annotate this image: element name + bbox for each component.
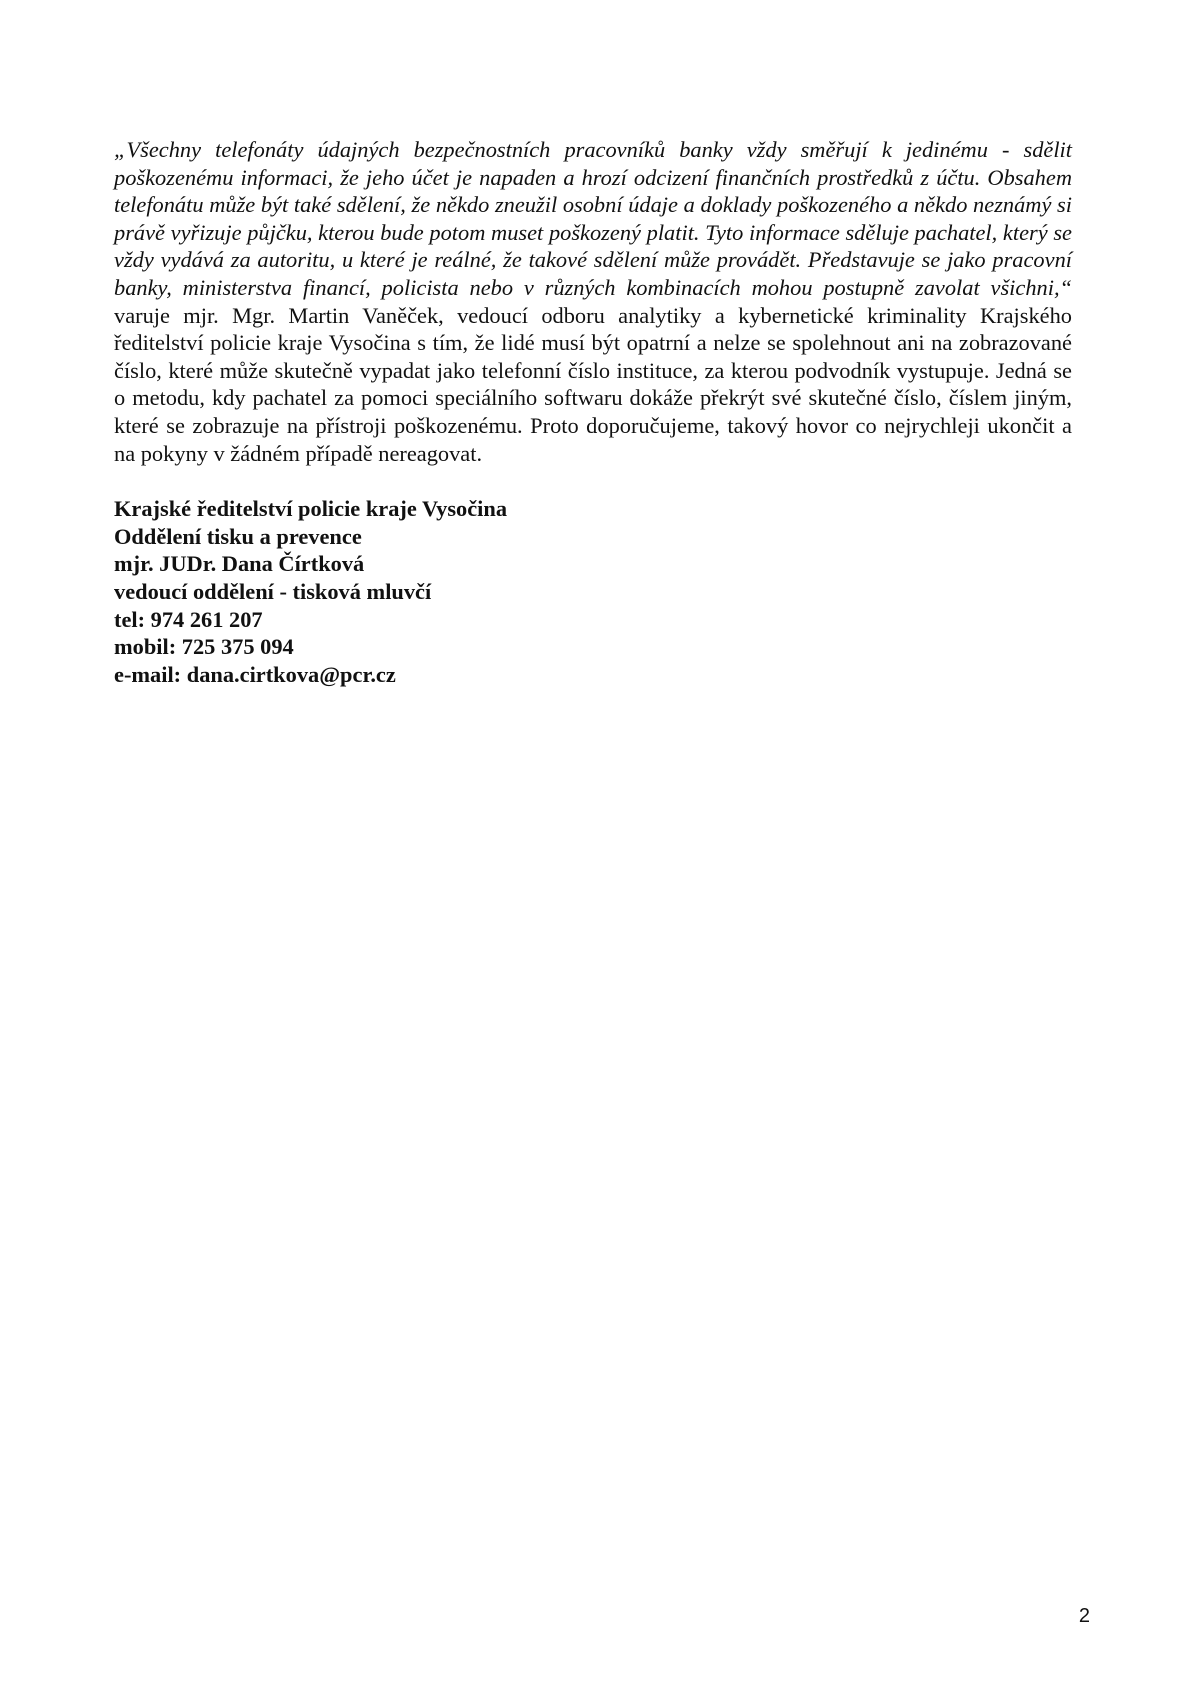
signature-email: e-mail: dana.cirtkova@pcr.cz (114, 661, 396, 687)
signature-organization: Krajské ředitelství policie kraje Vysočina (114, 496, 508, 522)
quoted-statement: „Všechny telefonáty údajných bezpečnostních pracovníků banky vždy směřují k jedinému - sdělit poškozenému informaci, že jeho účet je napaden a hrozí odcizení finančních prostředků z účtu. Obsahem telefonátu může být také sdělení, že někdo zneužil osobní údaje a doklady poškozeného a někdo neznámý si právě vyřizuje půjčku, kterou bude potom muset poškozený platit. Tyto informace sděluje pachatel, který se vždy vydává za autoritu, u které je reálné, že takové sdělení může provádět. Představuje se jako pracovní banky, ministerstva financí, policista nebo v různých kombinacích mohou postupně zavolat všichni,“ (114, 137, 1072, 300)
signature-block (114, 495, 1072, 688)
signature-department: Oddělení tisku a prevence (114, 523, 362, 549)
article-paragraph (114, 136, 1072, 467)
signature-phone: tel: 974 261 207 (114, 606, 263, 632)
page-number: 2 (1078, 1605, 1090, 1627)
signature-mobile: mobil: 725 375 094 (114, 634, 294, 660)
page-content (114, 136, 1072, 688)
signature-position: vedoucí oddělení - tisková mluvčí (114, 578, 432, 604)
signature-name: mjr. JUDr. Dana Čírtková (114, 551, 365, 577)
paragraph-body: varuje mjr. Mgr. Martin Vaněček, vedoucí odboru analytiky a kybernetické kriminality Krajského ředitelství policie kraje Vysočina s tím, že lidé musí být opatrní a nelze se spolehnout ani na zobrazované číslo, které může skutečně vypadat jako telefonní číslo instituce, za kterou podvodník vystupuje. Jedná se o metodu, kdy pachatel za pomoci speciálního softwaru dokáže překrýt své skutečné číslo, číslem jiným, které se zobrazuje na přístroji poškozenému. Proto doporučujeme, takový hovor co nejrychleji ukončit a na pokyny v žádném případě nereagovat. (114, 302, 1072, 466)
